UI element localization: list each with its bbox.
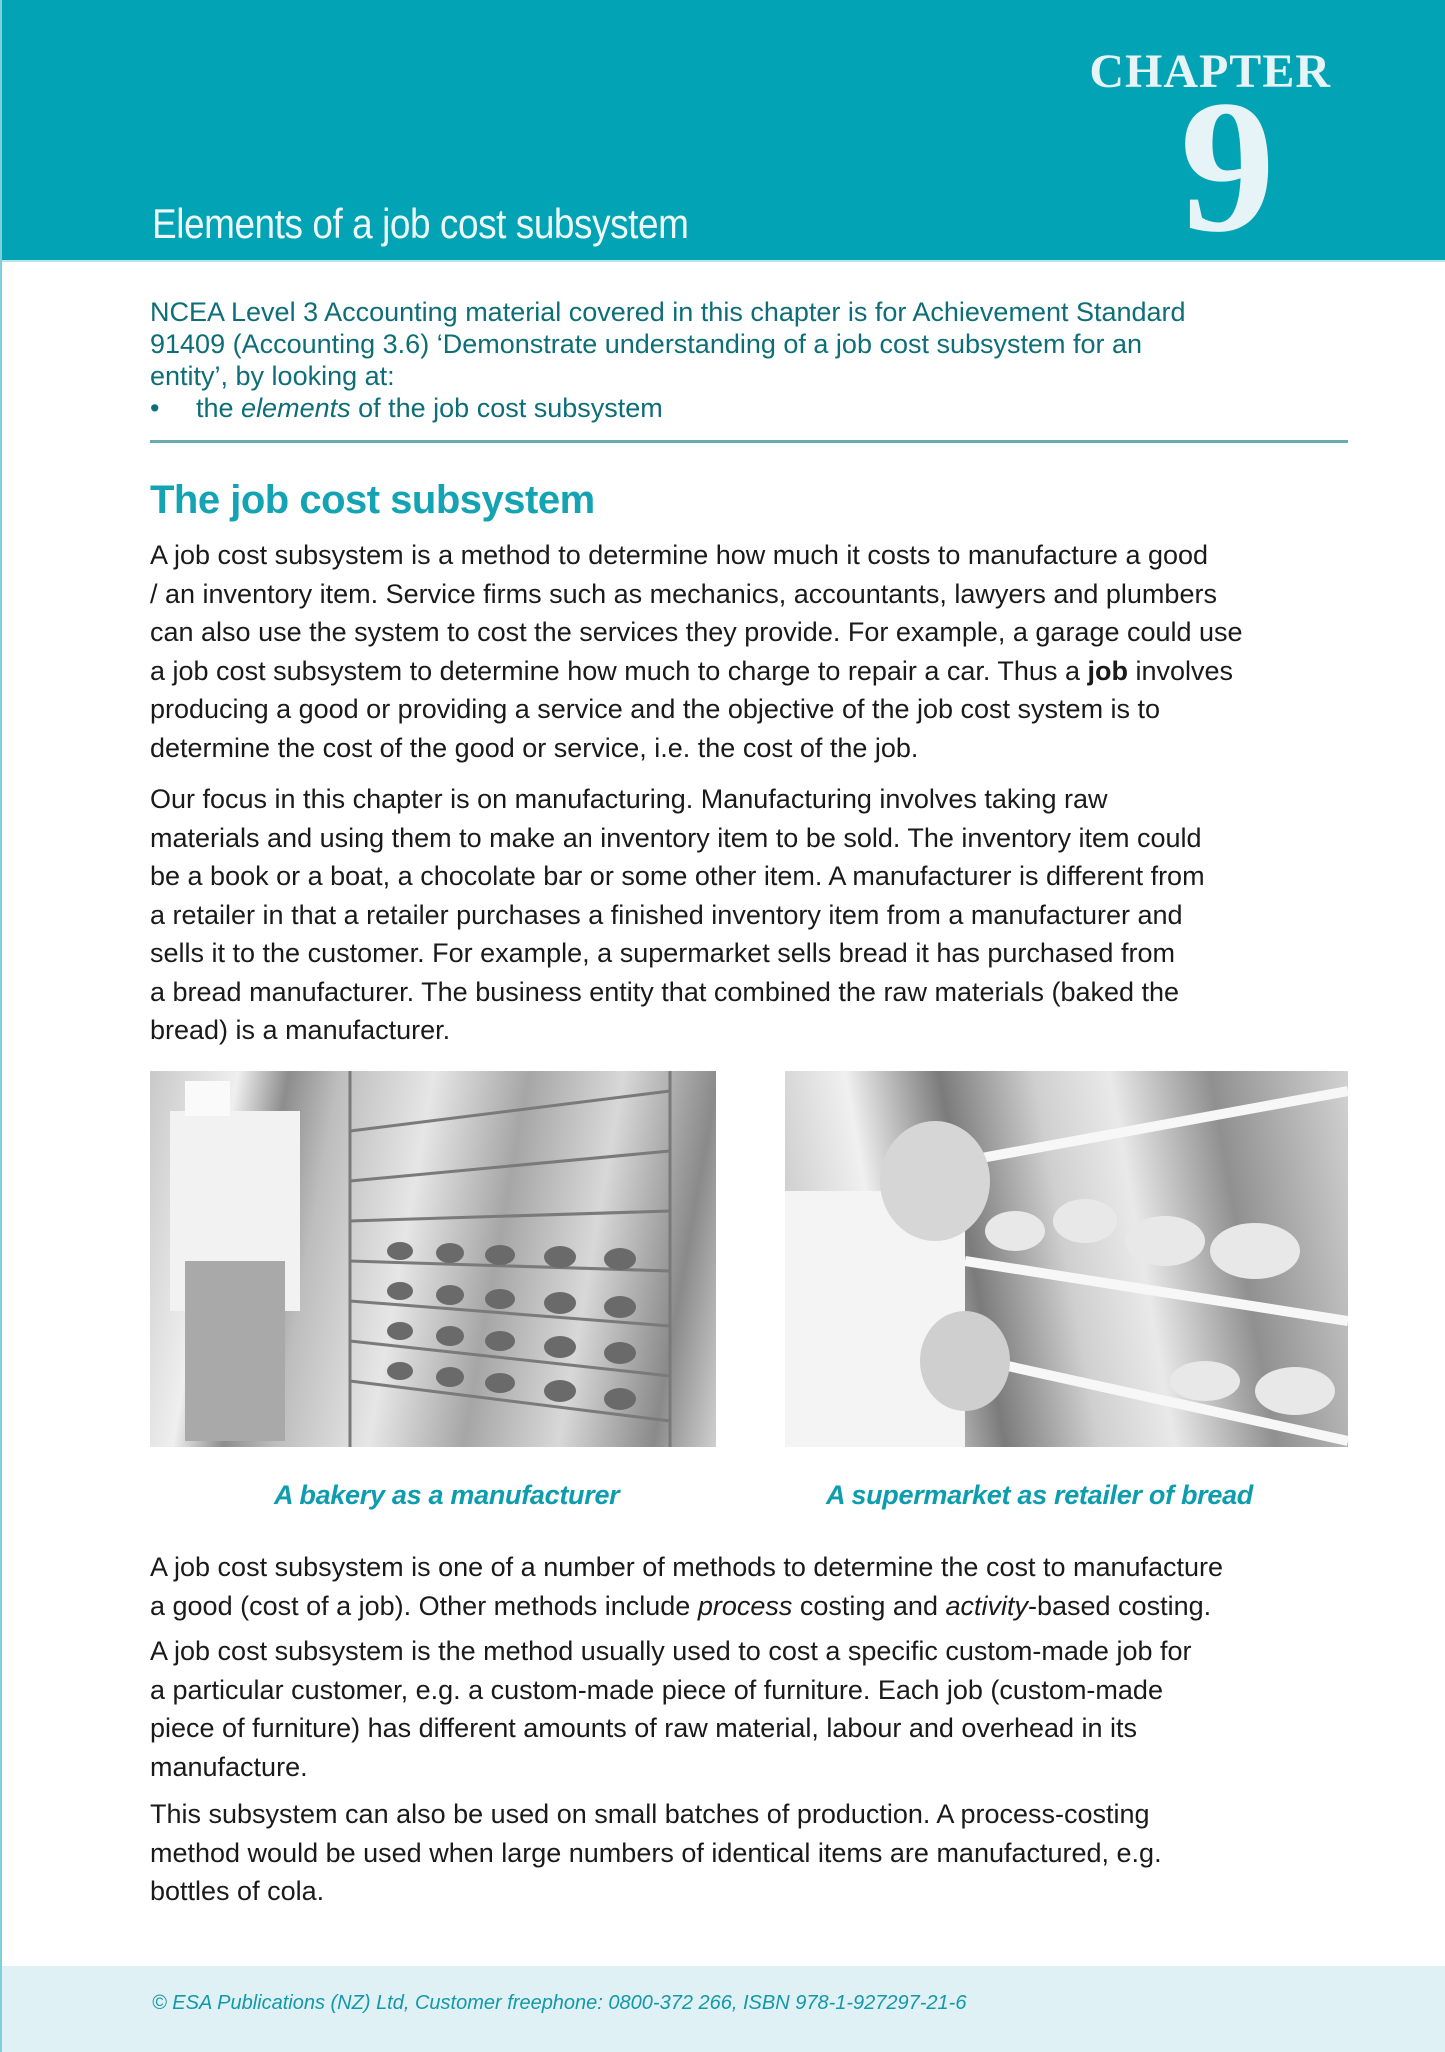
paragraph-other-methods — [150, 1548, 1370, 1625]
section-heading: The job cost subsystem — [150, 478, 595, 522]
text-run: a good (cost of a job). Other methods include — [150, 1590, 698, 1621]
bold-term-job: job — [1087, 655, 1128, 686]
text-line: be a book or a boat, a chocolate bar or some other item. A manufacturer is different from — [150, 861, 1205, 891]
chapter-title: Elements of a job cost subsystem — [152, 200, 689, 247]
text-line: a retailer in that a retailer purchases a finished inventory item from a manufacturer and — [150, 899, 1183, 930]
bullet-text — [196, 392, 663, 424]
text-line: sells it to the customer. For example, a supermarket sells bread it has purchased from — [150, 938, 1175, 968]
paragraph-small-batches — [150, 1795, 1370, 1911]
text-line: Our focus in this chapter is on manufacturing. Manufacturing involves taking raw — [150, 784, 1108, 814]
text-line: manufacture. — [150, 1751, 308, 1782]
text-line: a bread manufacturer. The business entity that combined the raw materials (baked the — [150, 976, 1180, 1007]
bakery-photo-illustration — [150, 1071, 716, 1447]
text-line: a particular customer, e.g. a custom-made piece of furniture. Each job (custom-made — [150, 1674, 1163, 1705]
intro-line: entity’, by looking at: — [150, 361, 395, 391]
text-line: This subsystem can also be used on small batches of production. A process-costing — [150, 1799, 1150, 1829]
shopper-head — [880, 1121, 990, 1241]
text-line: determine the cost of the good or service, i.e. the cost of the job. — [150, 732, 919, 763]
figure-caption-bakery: A bakery as a manufacturer — [274, 1480, 620, 1510]
baker-trousers — [185, 1261, 285, 1441]
supermarket-photo — [785, 1071, 1348, 1447]
text-line: bottles of cola. — [150, 1876, 325, 1906]
text-line: piece of furniture) has different amounts of raw material, labour and overhead in its — [150, 1713, 1138, 1743]
chapter-header-band — [2, 0, 1445, 272]
text-line: A job cost subsystem is one of a number of methods to determine the cost to manufacture — [150, 1552, 1224, 1582]
bullet-text-emphasis: elements — [241, 393, 351, 423]
italic-term-process: process — [697, 1590, 793, 1621]
objective-bullet-item — [150, 392, 1350, 424]
text-line — [150, 1587, 1370, 1626]
bakery-photo — [150, 1071, 716, 1447]
text-line: A job cost subsystem is a method to determine how much it costs to manufacture a good — [150, 540, 1209, 570]
text-run: involves — [1127, 655, 1234, 686]
text-line: producing a good or providing a service and the objective of the job cost system is to — [150, 694, 1161, 724]
child-head — [920, 1311, 1010, 1411]
paragraph-custom-made-jobs — [150, 1632, 1370, 1786]
text-line: / an inventory item. Service firms such as mechanics, accountants, lawyers and plumbers — [150, 578, 1217, 609]
page-footer — [2, 1966, 1445, 2052]
baker-hat — [185, 1081, 230, 1116]
bullet-icon: • — [150, 393, 160, 423]
text-line: bread) is a manufacturer. — [150, 1015, 451, 1045]
learning-objectives — [150, 296, 1350, 424]
paragraph-job-cost-definition — [150, 536, 1370, 767]
text-line — [150, 652, 1370, 691]
text-line: materials and using them to make an inventory item to be sold. The inventory item could — [150, 822, 1202, 853]
copyright-notice: © ESA Publications (NZ) Ltd, Customer freephone: 0800-372 266, ISBN 978-1-927297-21-6 — [152, 1992, 967, 2014]
text-run: a job cost subsystem to determine how much to charge to repair a car. Thus a — [150, 655, 1088, 686]
text-line: can also use the system to cost the services they provide. For example, a garage could use — [150, 617, 1243, 647]
figure-caption-supermarket: A supermarket as retailer of bread — [826, 1480, 1253, 1510]
paragraph-manufacturing-focus — [150, 780, 1370, 1050]
text-run: costing and — [792, 1590, 946, 1621]
chapter-label: CHAPTER — [1089, 45, 1331, 98]
text-run: -based costing. — [1028, 1590, 1212, 1621]
text-line: method would be used when large numbers of identical items are manufactured, e.g. — [150, 1837, 1162, 1868]
italic-term-activity: activity — [945, 1590, 1028, 1621]
bullet-text-before: the — [196, 393, 242, 423]
bullet-text-after: of the job cost subsystem — [350, 393, 663, 423]
text-line: A job cost subsystem is the method usually used to cost a specific custom-made job for — [150, 1636, 1192, 1666]
intro-line: NCEA Level 3 Accounting material covered in this chapter is for Achievement Standard — [150, 297, 1186, 327]
chapter-number: 9 — [1180, 62, 1275, 272]
divider-rule — [150, 440, 1348, 443]
intro-line: 91409 (Accounting 3.6) ‘Demonstrate understanding of a job cost subsystem for an — [150, 329, 1143, 359]
supermarket-photo-illustration — [785, 1071, 1348, 1447]
